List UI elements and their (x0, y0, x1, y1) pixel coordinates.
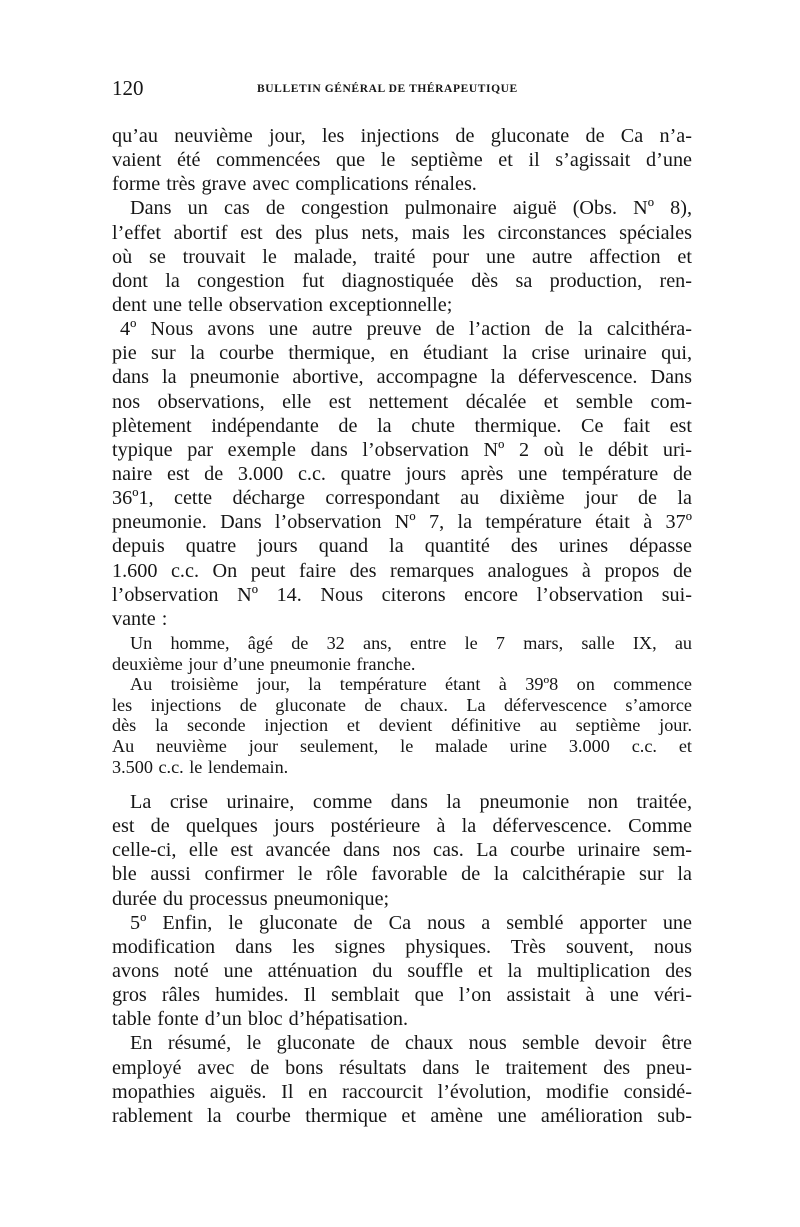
text-line: celle-ci, elle est avancée dans nos cas. La courbe urinaire sem- (112, 839, 692, 862)
text-line: 5º Enfin, le gluconate de Ca nous a semblé apporter une (130, 911, 692, 934)
text-line: pie sur la courbe thermique, en étudiant la crise urinaire qui, (112, 342, 692, 365)
text-line: naire est de 3.000 c.c. quatre jours après une température de (112, 462, 692, 485)
running-title: BULLETIN GÉNÉRAL DE THÉRAPEUTIQUE (257, 83, 518, 95)
text-line: 4º Nous avons une autre preuve de l’action de la calcithéra- (120, 318, 692, 341)
text-line: 1.600 c.c. On peut faire des remarques analogues à propos de (112, 559, 692, 582)
text-line: nos observations, elle est nettement décalée et semble com- (112, 390, 692, 413)
page-number: 120 (112, 76, 144, 100)
quote-line: deuxième jour d’une pneumonie franche. (112, 653, 416, 674)
text-line: vaient été commencées que le septième et il s’agissait d’une (112, 149, 692, 172)
text-line: pneumonie. Dans l’observation Nº 7, la température était à 37º (112, 511, 692, 534)
text-line: l’effet abortif est des plus nets, mais les circonstances spéciales (112, 221, 692, 244)
text-line: dans la pneumonie abortive, accompagne la défervescence. Dans (112, 366, 692, 389)
quote-line: Au neuvième jour seulement, le malade urine 3.000 c.c. et (112, 735, 692, 756)
text-line: 36º1, cette décharge correspondant au dixième jour de la (112, 487, 692, 510)
quote-line: 3.500 c.c. le lendemain. (112, 756, 289, 777)
text-line: plètement indépendante de la chute thermique. Ce fait est (112, 414, 692, 437)
page-header (112, 76, 690, 104)
quote-line: les injections de gluconate de chaux. La défervescence s’amorce (112, 694, 692, 715)
text-line: mopathies aiguës. Il en raccourcit l’évolution, modifie considé- (112, 1080, 692, 1103)
text-line: vante : (112, 607, 168, 630)
text-line: dont la congestion fut diagnostiquée dès sa production, ren- (112, 269, 692, 292)
text-line: où se trouvait le malade, traité pour une autre affection et (112, 245, 692, 268)
quote-line: dès la seconde injection et devient définitive au septième jour. (112, 715, 692, 736)
text-line: employé avec de bons résultats dans le traitement des pneu- (112, 1056, 692, 1079)
text-line: typique par exemple dans l’observation Nº 2 où le débit uri- (112, 438, 692, 461)
text-line: l’observation Nº 14. Nous citerons encore l’observation sui- (112, 583, 692, 606)
text-line: avons noté une atténuation du souffle et la multiplication des (112, 959, 692, 982)
quote-line: Un homme, âgé de 32 ans, entre le 7 mars, salle IX, au (130, 633, 692, 653)
text-line: depuis quatre jours quand la quantité des urines dépasse (112, 535, 692, 558)
text-line: est de quelques jours postérieure à la défervescence. Comme (112, 815, 692, 838)
text-line: rablement la courbe thermique et amène une amélioration sub- (112, 1104, 692, 1127)
text-line: dent une telle observation exceptionnelle; (112, 293, 453, 316)
text-line: qu’au neuvième jour, les injections de gluconate de Ca n’a- (112, 125, 692, 147)
body-text-top (112, 124, 692, 631)
text-line: gros râles humides. Il semblait que l’on assistait à une véri- (112, 984, 692, 1007)
text-line: forme très grave avec complications rénales. (112, 173, 477, 196)
text-line: La crise urinaire, comme dans la pneumonie non traitée, (130, 791, 692, 813)
quote-line: Au troisième jour, la température étant à 39º8 on commence (130, 674, 692, 695)
text-line: ble aussi confirmer le rôle favorable de la calcithérapie sur la (112, 863, 692, 886)
text-line: Dans un cas de congestion pulmonaire aiguë (Obs. Nº 8), (130, 197, 692, 220)
observation-quote (112, 633, 692, 777)
body-text-bottom (112, 790, 692, 1128)
text-line: En résumé, le gluconate de chaux nous semble devoir être (130, 1032, 692, 1055)
text-line: modification dans les signes physiques. Très souvent, nous (112, 935, 692, 958)
text-line: durée du processus pneumonique; (112, 887, 390, 910)
text-line: table fonte d’un bloc d’hépatisation. (112, 1008, 409, 1031)
